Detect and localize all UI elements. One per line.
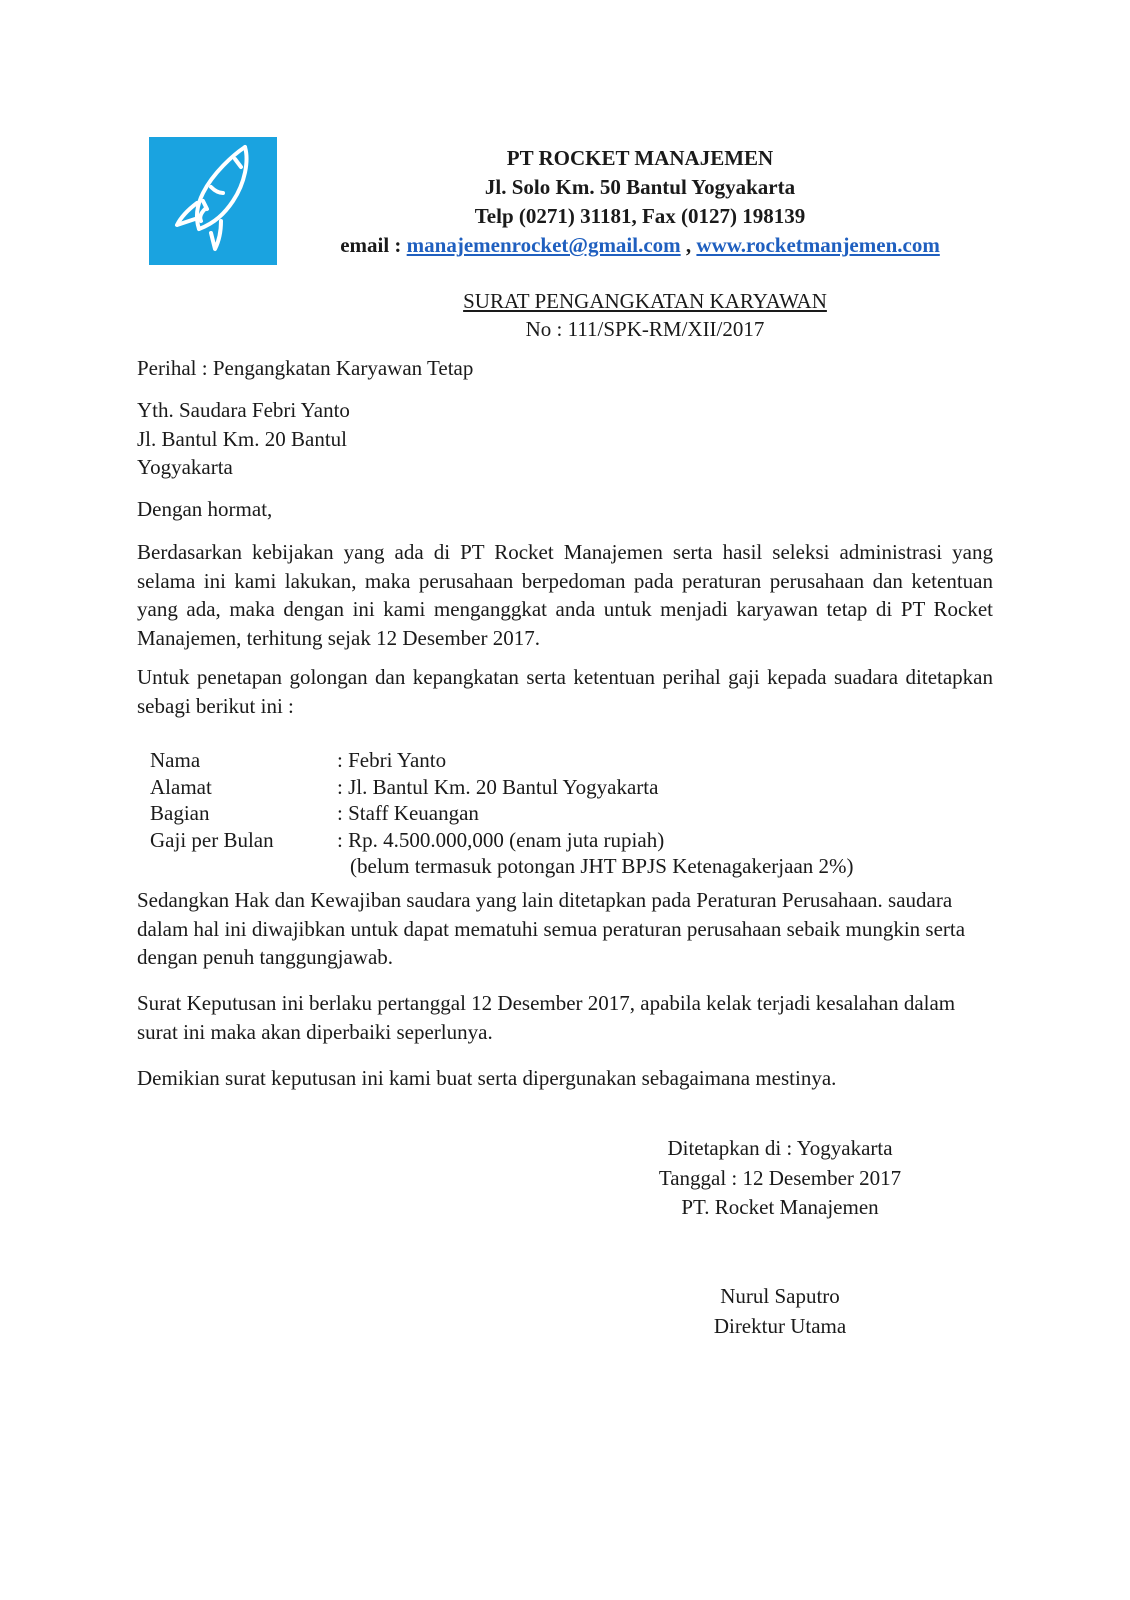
greeting: Dengan hormat, xyxy=(137,497,273,521)
detail-value: : Rp. 4.500.000,000 (enam juta rupiah) xyxy=(337,827,665,852)
paragraph-closing: Demikian surat keputusan ini kami buat serta dipergunakan sebagaimana mestinya. xyxy=(137,1066,837,1090)
company-contact-line xyxy=(290,231,990,260)
company-address: Jl. Solo Km. 50 Bantul Yogyakarta xyxy=(484,175,796,199)
paragraph-rights-obligations: Sedangkan Hak dan Kewajiban saudara yang lain ditetapkan pada Peraturan Perusahaan. saudara dalam hal ini diwajibkan untuk dapat mematuhi semua peraturan perusahaan sebaik mungkin serta dengan penuh tanggungjawab. xyxy=(137,888,966,969)
detail-label: Gaji per Bulan xyxy=(150,827,274,852)
signature-place-date xyxy=(630,1134,930,1223)
recipient-city: Yogyakarta xyxy=(137,455,233,479)
paragraph-appointment: Berdasarkan kebijakan yang ada di PT Rocket Manajemen serta hasil seleksi administrasi yang selama ini kami lakukan, maka perusahaan berpedoman pada peraturan perusahaan dan ketentuan yang ada, maka dengan ini kami menganggkat anda untuk menjadi karyawan tetap di PT Rocket Manajemen, terhitung sejak 12 Desember 2017. xyxy=(137,540,993,650)
employee-details xyxy=(150,747,854,880)
detail-row-address xyxy=(150,774,854,801)
email-label: email : xyxy=(340,233,407,257)
document-number: No : 111/SPK-RM/XII/2017 xyxy=(525,317,765,341)
subject-line: Perihal : Pengangkatan Karyawan Tetap xyxy=(137,356,474,380)
detail-label: Nama xyxy=(150,748,201,772)
signer-name: Nurul Saputro xyxy=(720,1284,840,1308)
detail-value: : Febri Yanto xyxy=(337,748,447,772)
signatory xyxy=(630,1282,930,1341)
document-title: SURAT PENGANGKATAN KARYAWAN xyxy=(463,289,827,313)
detail-label: Alamat xyxy=(150,774,212,799)
detail-row-salary xyxy=(150,827,854,854)
place-of-issue: Ditetapkan di : Yogyakarta xyxy=(667,1136,893,1160)
email-link[interactable]: manajemenrocket@gmail.com xyxy=(406,233,681,257)
issuing-company: PT. Rocket Manajemen xyxy=(681,1195,879,1219)
detail-value: : Staff Keuangan xyxy=(337,801,479,825)
signer-title: Direktur Utama xyxy=(713,1313,847,1338)
detail-value: : Jl. Bantul Km. 20 Bantul Yogyakarta xyxy=(337,774,659,799)
detail-row-department xyxy=(150,800,854,827)
recipient-block xyxy=(137,396,993,482)
document-heading xyxy=(290,287,1000,343)
website-link[interactable]: www.rocketmanjemen.com xyxy=(696,233,940,257)
company-logo xyxy=(149,137,277,265)
company-name: PT ROCKET MANAJEMEN xyxy=(506,146,774,170)
paragraph-validity: Surat Keputusan ini berlaku pertanggal 12 Desember 2017, apabila kelak terjadi kesalahan dalam surat ini maka akan diperbaiki seperlunya. xyxy=(137,991,956,1044)
paragraph-terms-intro: Untuk penetapan golongan dan kepangkatan serta ketentuan perihal gaji kepada suadara ditetapkan sebagi berikut ini : xyxy=(137,665,993,718)
company-phone-fax: Telp (0271) 31181, Fax (0127) 198139 xyxy=(474,204,806,228)
detail-row-name xyxy=(150,747,854,774)
contact-separator: , xyxy=(680,233,697,257)
letterhead xyxy=(290,144,990,260)
rocket-icon xyxy=(149,137,277,265)
salary-note: (belum termasuk potongan JHT BPJS Ketenagakerjaan 2%) xyxy=(350,854,854,878)
recipient-name: Yth. Saudara Febri Yanto xyxy=(137,398,350,422)
issue-date: Tanggal : 12 Desember 2017 xyxy=(658,1165,902,1190)
detail-label: Bagian xyxy=(150,801,210,825)
recipient-street: Jl. Bantul Km. 20 Bantul xyxy=(137,426,347,451)
